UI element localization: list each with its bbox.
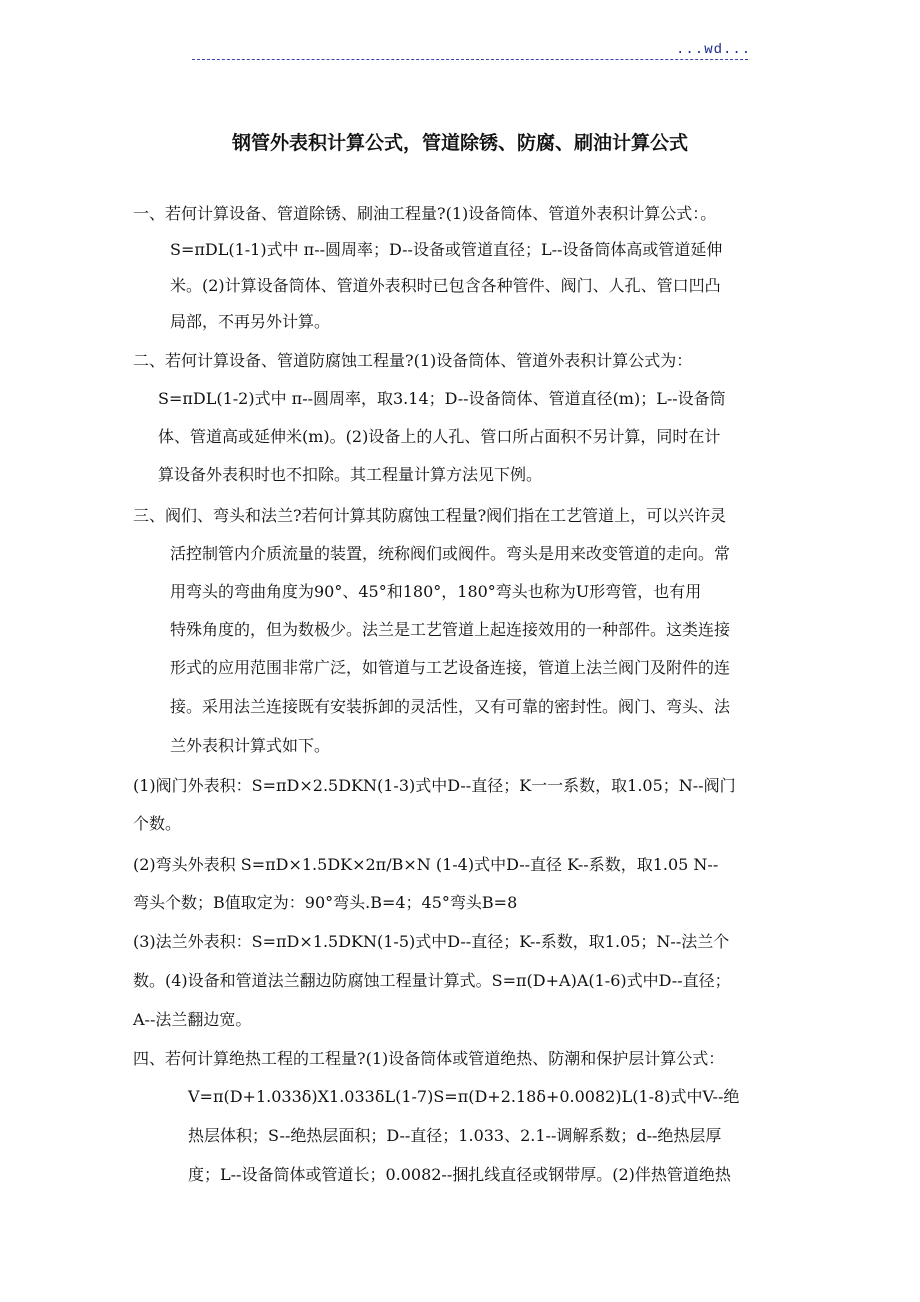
para4-line2: V=π(D+1.033δ)X1.033δL(1-7)S=π(D+2.18δ+0.0082)L(1-8)式中V--绝 xyxy=(188,1087,740,1106)
para3-line7: 兰外表积计算式如下。 xyxy=(170,736,331,755)
para3-line5: 形式的应用范围非常广泛，如管道与工艺设备连接，管道上法兰阀门及附件的连 xyxy=(170,658,731,677)
para2-line4: 算设备外表积时也不扣除。其工程量计算方法见下例。 xyxy=(158,465,543,484)
para2-line1: 二、若何计算设备、管道防腐蚀工程量?(1)设备筒体、管道外表积计算公式为： xyxy=(133,351,693,370)
header-mark: ...wd... xyxy=(676,42,752,58)
para3-line3: 用弯头的弯曲角度为90°、45°和180°，180°弯头也称为U形弯管，也有用 xyxy=(170,582,702,601)
item3-line1: (3)法兰外表积：S=πD×1.5DKN(1-5)式中D--直径；K--系数，取1.05；N--法兰个 xyxy=(133,932,730,951)
item1-line1: (1)阀门外表积：S=πD×2.5DKN(1-3)式中D--直径；K一一系数，取1.05；N--阀门 xyxy=(133,776,736,795)
para1-line1: 一、若何计算设备、管道除锈、刷油工程量?(1)设备筒体、管道外表积计算公式：。 xyxy=(133,204,717,223)
item1-line2: 个数。 xyxy=(133,814,182,833)
document-title: 钢管外表积计算公式，管道除锈、防腐、刷油计算公式 xyxy=(231,132,688,154)
para1-line3: 米。(2)计算设备筒体、管道外表积时已包含各种管件、阀门、人孔、管口凹凸 xyxy=(170,276,721,295)
para3-line6: 接。采用法兰连接既有安装拆卸的灵活性，又有可靠的密封性。阀门、弯头、法 xyxy=(170,697,731,716)
para2-line2: S=πDL(1-2)式中 π--圆周率，取3.14；D--设备筒体、管道直径(m)；L--设备筒 xyxy=(158,389,726,408)
header-divider xyxy=(192,59,748,60)
para1-line2: S=πDL(1-1)式中 π--圆周率；D--设备或管道直径；L--设备筒体高或管道延伸 xyxy=(170,240,723,259)
para3-line2: 活控制管内介质流量的装置，统称阀们或阀件。弯头是用来改变管道的走向。常 xyxy=(170,544,731,563)
item3-line3: A--法兰翻边宽。 xyxy=(133,1010,252,1029)
para4-line4: 度；L--设备筒体或管道长；0.0082--捆扎线直径或钢带厚。(2)伴热管道绝热 xyxy=(188,1165,731,1184)
item2-line2: 弯头个数；B值取定为：90°弯头.B=4；45°弯头B=8 xyxy=(133,893,518,912)
item3-line2: 数。(4)设备和管道法兰翻边防腐蚀工程量计算式。S=π(D+A)A(1-6)式中D--直径； xyxy=(133,971,731,990)
para1-line4: 局部，不再另外计算。 xyxy=(170,312,331,331)
para2-line3: 体、管道高或延伸米(m)。(2)设备上的人孔、管口所占面积不另计算，同时在计 xyxy=(158,427,721,446)
para4-line1: 四、若何计算绝热工程的工程量?(1)设备筒体或管道绝热、防潮和保护层计算公式： xyxy=(133,1049,725,1068)
item2-line1: (2)弯头外表积 S=πD×1.5DK×2π/B×N (1-4)式中D--直径 K--系数，取1.05 N-- xyxy=(133,855,719,874)
para3-line4: 特殊角度的，但为数极少。法兰是工艺管道上起连接效用的一种部件。这类连接 xyxy=(170,620,731,639)
para3-line1: 三、阀们、弯头和法兰?若何计算其防腐蚀工程量?阀们指在工艺管道上，可以兴许灵 xyxy=(133,506,727,525)
para4-line3: 热层体积；S--绝热层面积；D--直径；1.033、2.1--调解系数；d--绝热层厚 xyxy=(188,1126,722,1145)
